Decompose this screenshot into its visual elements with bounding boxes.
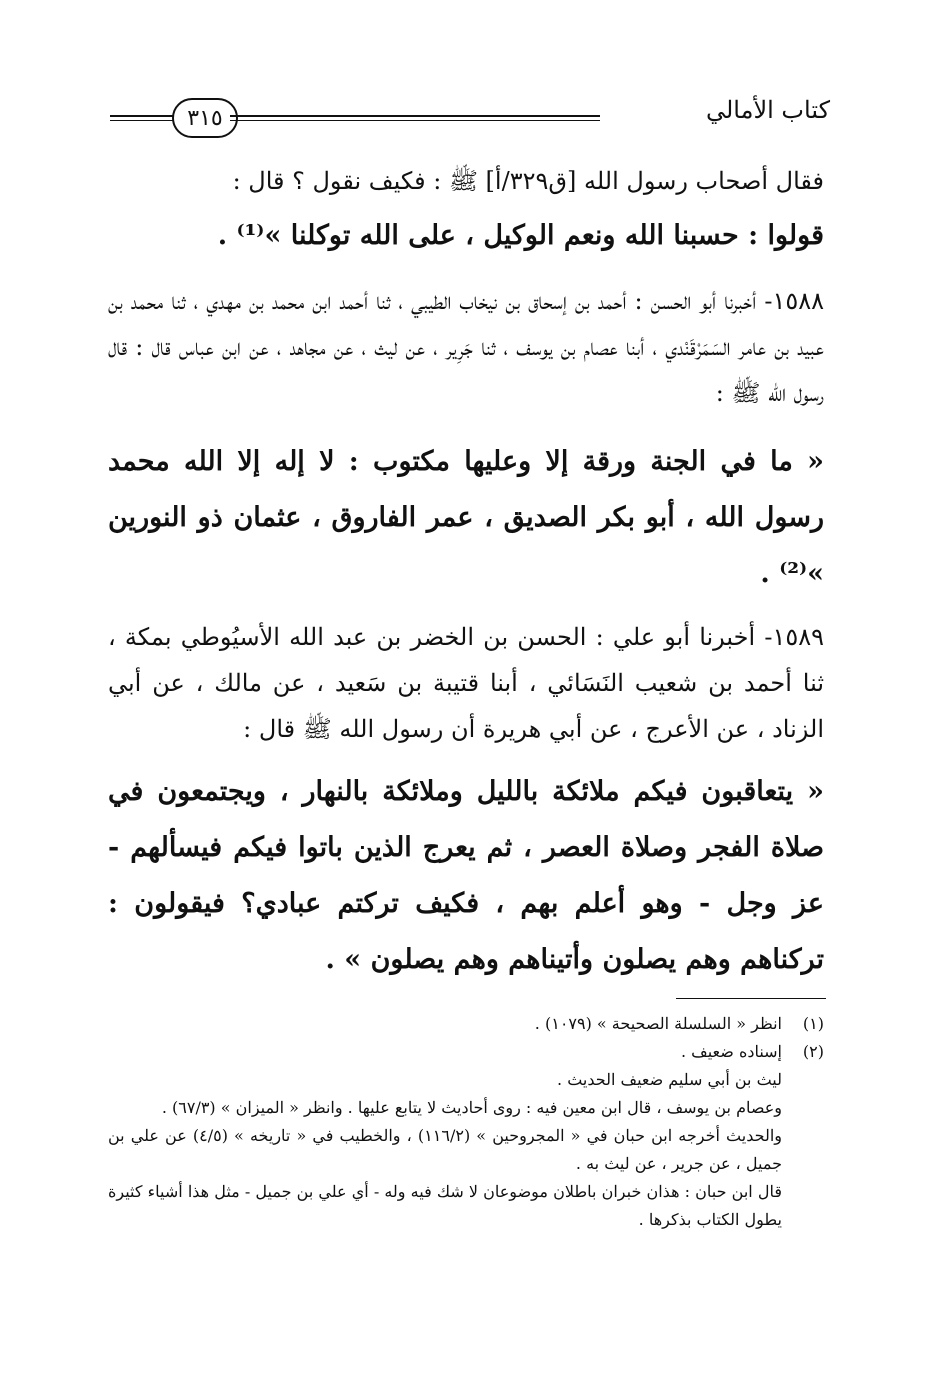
book-title: كتاب الأمالي [705, 96, 830, 124]
isnad-paragraph: ١٥٨٩- أخبرنا أبو علي : الحسن بن الخضر بن عبد الله الأسيُوطي بمكة ، ثنا أحمد بن شعيب النَسَائي ، أبنا قتيبة بن سَعيد ، عن مالك ، عن أبي الزناد ، عن الأعرج ، عن أبي هريرة أن رسول الله ﷺ قال : [108, 623, 824, 743]
header-rule [110, 115, 175, 121]
footnote-line: قال ابن حبان : هذان خبران باطلان موضوعان لا شك فيه وله - أي علي بن جميل - مثل هذا أشياء كثيرة يطول الكتاب بذكرها . [108, 1182, 782, 1229]
hadith-text: « ما في الجنة ورقة إلا وعليها مكتوب : لا إله إلا الله محمد رسول الله ، أبو بكر الصديق ، عمر الفاروق ، عثمان ذو النورين »⁽²⁾ . [108, 446, 824, 589]
footnote-text: انظر « السلسلة الصحيحة » (١٠٧٩) . [534, 1014, 782, 1033]
footnote-number: (٢) [802, 1042, 824, 1061]
isnad-paragraph: ١٥٨٨- أخبرنا أبو الحسن : أحمد بن إسحاق بن نيخاب الطيبي ، ثنا أحمد ابن محمد بن مهدي ، ثنا محمد بن عبيد بن عامر السَمَرْقَنْدي ، أبنا عصام بن يوسف ، ثنا جَرِير ، عن ليث ، عن مجاهد ، عن ابن عباس قال : قال رسول الله ﷺ : [108, 287, 824, 407]
page-header [110, 92, 830, 142]
footnote-separator [676, 998, 826, 999]
footnotes [108, 1010, 824, 1234]
footnote-line: ليث بن أبي سليم ضعيف الحديث . [557, 1070, 782, 1089]
header-rule [230, 115, 600, 121]
page-number: ٣١٥ [172, 98, 238, 138]
footnote-1 [108, 1010, 824, 1038]
hadith-text: قولوا : حسبنا الله ونعم الوكيل ، على الله توكلنا »⁽¹⁾ . [217, 220, 824, 251]
footnote-2 [108, 1038, 824, 1066]
footnote-line: والحديث أخرجه ابن حبان في « المجروحين » (١١٦/٢) ، والخطيب في « تاريخه » (٤/٥) عن علي بن جميل ، عن جرير ، عن ليث به . [108, 1126, 782, 1173]
footnote-number: (١) [802, 1014, 824, 1033]
paragraph: فقال أصحاب رسول الله [ق٣٢٩/أ] ﷺ : فكيف نقول ؟ قال : [232, 167, 824, 195]
hadith-text: « يتعاقبون فيكم ملائكة بالليل وملائكة بالنهار ، ويجتمعون في صلاة الفجر وصلاة العصر ، ثم يعرج الذين باتوا فيكم فيسألهم - عز وجل - وهو أعلم بهم ، فكيف تركتم عبادي؟ فيقولون : تركناهم وهم يصلون وأتيناهم وهم يصلون » . [108, 776, 824, 975]
main-text [108, 158, 824, 988]
footnote-line: وعصام بن يوسف ، قال ابن معين فيه : روى أحاديث لا يتابع عليها . وانظر « الميزان » (٦٧/٣) . [161, 1098, 782, 1117]
footnote-text: إسناده ضعيف . [680, 1042, 782, 1061]
